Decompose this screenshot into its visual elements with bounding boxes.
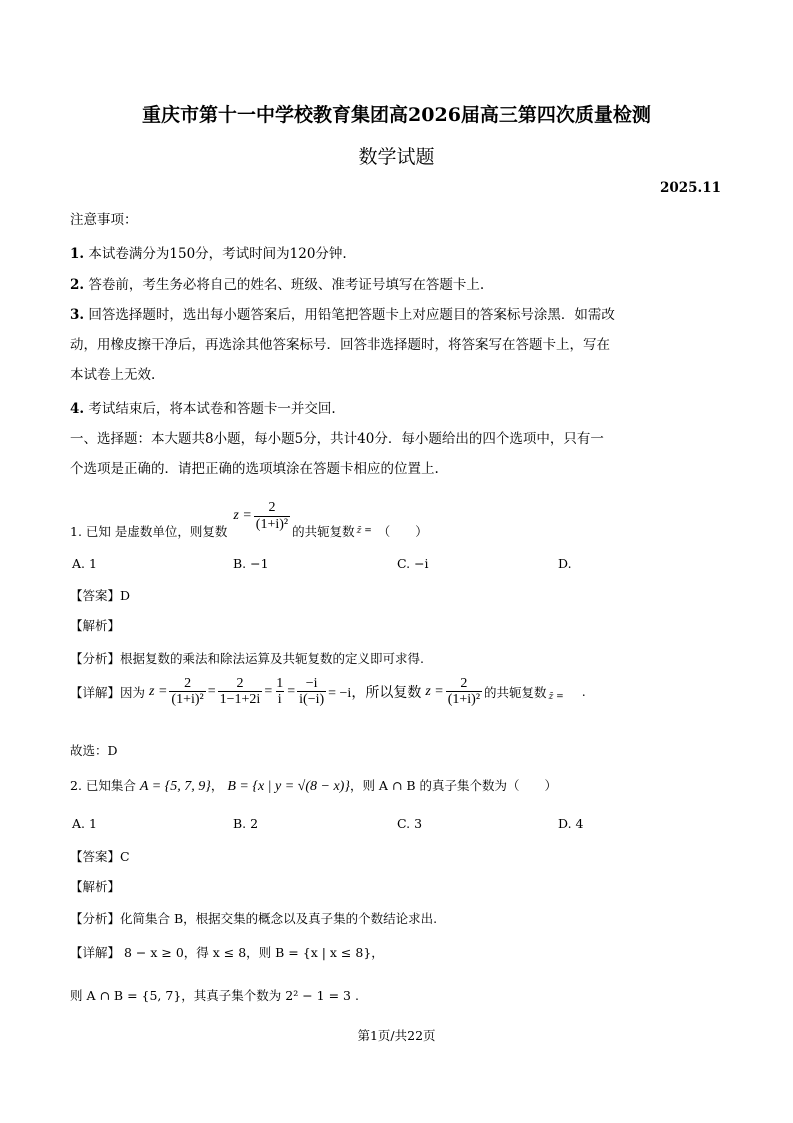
q1-fenxi: 【分析】根据复数的乘法和除法运算及共轭复数的定义即可求得. bbox=[70, 651, 424, 666]
exam-date: 2025.11 bbox=[659, 180, 721, 196]
q2-option-a: A. 1 bbox=[72, 816, 97, 831]
q2-detail: 【详解】 8 − x ≥ 0，得 x ≤ 8，则 B = {x | x ≤ 8}， bbox=[70, 945, 384, 960]
q2-option-d: D. 4 bbox=[558, 816, 584, 831]
q1-detail: 【详解】因为 z = $\frac{2}{\text{(1+i)²}}$ = $\frac{2}{1-1+2i}$ = $\frac{1}{i}$ = $\frac{-i}{i(-i)}$ = −i，所以复数 z = $\frac{2}{\text{(1+i)²}}$ 的共轭复数 z̄ = . bbox=[70, 676, 586, 708]
q2-option-c: C. 3 bbox=[397, 816, 423, 831]
note-4: 4. 考试结束后，将本试卷和答题卡一并交回. bbox=[70, 401, 336, 417]
note-1: 1. 本试卷满分为150分，考试时间为120分钟. bbox=[70, 246, 347, 262]
note-3-line2: 动，用橡皮擦干净后，再选涂其他答案标号．回答非选择题时，将答案写在答题卡上，写在 bbox=[70, 337, 610, 353]
q2-fenxi: 【分析】化简集合 B，根据交集的概念以及真子集的个数结论求出. bbox=[70, 911, 438, 926]
note-3-line1: 3. 回答选择题时，选出每小题答案后，用铅笔把答题卡上对应题目的答案标号涂黑．如需改 bbox=[70, 307, 615, 323]
q1-fraction: $\frac{2}{\text{(1+i)²}}$ bbox=[255, 500, 289, 532]
notes-heading: 注意事项： bbox=[70, 212, 138, 228]
section-heading-line2: 个选项是正确的．请把正确的选项填涂在答题卡相应的位置上. bbox=[70, 461, 439, 477]
page-title: 重庆市第十一中学校教育集团高2026届高三第四次质量检测 bbox=[142, 104, 651, 126]
q2-analysis-tag: 【解析】 bbox=[70, 879, 121, 894]
q1-option-b: B. −1 bbox=[233, 556, 269, 571]
note-2: 2. 答卷前，考生务必将自己的姓名、班级、准考证号填写在答题卡上. bbox=[70, 277, 485, 293]
page-number: 第1页/共22页 bbox=[357, 1028, 436, 1043]
section-heading-line1: 一、选择题：本大题共8小题，每小题5分，共计40分．每小题给出的四个选项中，只有一 bbox=[70, 431, 604, 447]
q2-answer: 【答案】C bbox=[70, 849, 130, 864]
q1-analysis-tag: 【解析】 bbox=[70, 618, 121, 633]
q1-stem: 1. 已知 是虚数单位，则复数 z = $\frac{2}{\text{(1+i)²}}$ 的共轭复数 z̄ = （ ） bbox=[70, 500, 428, 539]
q1-option-a: A. 1 bbox=[72, 556, 97, 571]
q1-conclusion: 故选：D bbox=[70, 743, 118, 758]
q2-stem: 2. 已知集合 A = {5, 7, 9}， B = {x | y = √(8 − x)}，则 A ∩ B 的真子集个数为（ ） bbox=[70, 778, 558, 794]
page-subtitle: 数学试题 bbox=[358, 146, 435, 168]
q2-option-b: B. 2 bbox=[233, 816, 259, 831]
note-3-line3: 本试卷上无效. bbox=[70, 367, 156, 383]
q2-final: 则 A ∩ B = {5, 7}，其真子集个数为 2² − 1 = 3 . bbox=[70, 988, 359, 1003]
q1-option-c: C. −i bbox=[397, 556, 429, 571]
q1-option-d: D. bbox=[558, 556, 572, 571]
q1-answer: 【答案】D bbox=[70, 588, 131, 603]
